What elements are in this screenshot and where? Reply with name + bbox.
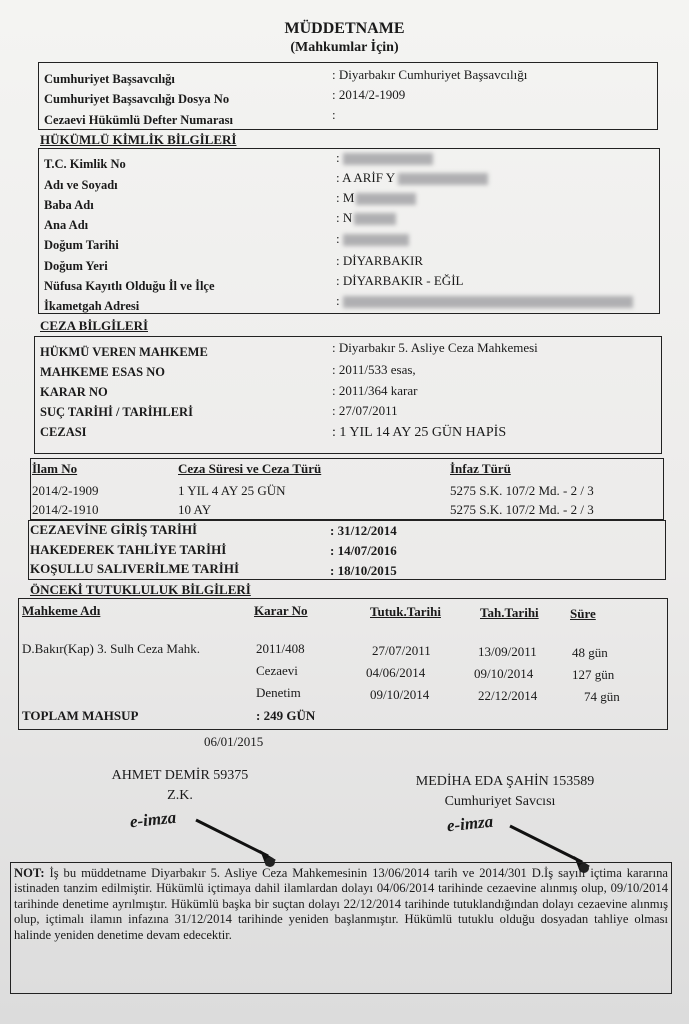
- decision-header: Karar No: [254, 603, 308, 618]
- ilam-row-2-duration: 10 AY: [178, 502, 212, 517]
- left-e-signature-stamp: e-imza: [128, 807, 177, 832]
- office-label: Cumhuriyet Başsavcılığı: [44, 72, 175, 86]
- release-date-value: : 14/07/2016: [330, 543, 397, 558]
- case-no-label: MAHKEME ESAS NO: [40, 365, 166, 379]
- detention-row-2-duration: 127 gün: [572, 667, 615, 682]
- parole-date-value: : 18/10/2015: [330, 563, 397, 578]
- ilam-row-2-no: 2014/2-1910: [32, 502, 99, 517]
- file-no-value: : 2014/2-1909: [332, 87, 406, 102]
- decision-no-value: : 2011/364 karar: [332, 383, 418, 398]
- detention-row-3-arrest: 09/10/2014: [370, 687, 430, 702]
- mother-value: [336, 210, 396, 226]
- document-date: 06/01/2015: [204, 734, 264, 749]
- redacted-mark: [398, 173, 488, 185]
- court-label: HÜKMÜ VEREN MAHKEME: [40, 345, 208, 359]
- birthdate-value: [336, 231, 409, 247]
- address-colon: :: [336, 293, 340, 308]
- tc-no-label: T.C. Kimlik No: [44, 157, 126, 171]
- right-signer-name: MEDİHA EDA ŞAHİN 153589: [415, 774, 595, 789]
- name-value: [336, 170, 488, 186]
- decision-no-label: KARAR NO: [40, 385, 108, 399]
- document-title: MÜDDETNAME: [284, 20, 405, 37]
- court-name-header: Mahkeme Adı: [22, 603, 101, 618]
- penalty-section-title: CEZA BİLGİLERİ: [40, 318, 149, 333]
- tc-no-value: [336, 150, 433, 166]
- detention-row-1-release: 13/09/2011: [478, 644, 537, 659]
- redacted-mark: [343, 234, 409, 246]
- crime-date-value: : 27/07/2011: [332, 403, 398, 418]
- identity-section-title: HÜKÜMLÜ KİMLİK BİLGİLERİ: [40, 132, 237, 147]
- detention-section-title: ÖNCEKİ TUTUKLULUK BİLGİLERİ: [30, 582, 251, 597]
- court-value: : Diyarbakır 5. Asliye Ceza Mahkemesi: [332, 340, 538, 355]
- birthplace-label: Doğum Yeri: [44, 259, 108, 273]
- release-date-label: HAKEDEREK TAHLİYE TARİHİ: [30, 542, 227, 557]
- birthplace-value: : DİYARBAKIR: [336, 253, 424, 268]
- redacted-mark: [354, 213, 396, 225]
- birthdate-colon: :: [336, 231, 340, 246]
- office-value: : Diyarbakır Cumhuriyet Başsavcılığı: [332, 67, 528, 82]
- entry-date-value: : 31/12/2014: [330, 523, 397, 538]
- father-label: Baba Adı: [44, 198, 94, 212]
- father-value: [336, 190, 416, 206]
- total-label: TOPLAM MAHSUP: [22, 708, 139, 723]
- tc-no-colon: :: [336, 150, 340, 165]
- detention-row-3-decision: Denetim: [256, 685, 301, 700]
- ilam-row-1-duration: 1 YIL 4 AY 25 GÜN: [178, 483, 286, 498]
- ilam-row-1-no: 2014/2-1909: [32, 483, 99, 498]
- detention-row-1-decision: 2011/408: [256, 641, 305, 656]
- execution-header: İnfaz Türü: [450, 461, 511, 476]
- father-text: : M: [336, 190, 355, 205]
- note-text: [14, 866, 668, 943]
- address-label: İkametgah Adresi: [44, 299, 140, 313]
- ilam-no-header: İlam No: [32, 461, 78, 476]
- document-subtitle: (Mahkumlar İçin): [290, 40, 399, 55]
- detention-row-2-release: 09/10/2014: [474, 666, 534, 681]
- ledger-value: :: [332, 107, 336, 122]
- entry-date-label: CEZAEVİNE GİRİŞ TARİHİ: [30, 522, 198, 537]
- sentence-label: CEZASI: [40, 425, 87, 439]
- arrest-date-header: Tutuk.Tarihi: [370, 604, 441, 619]
- left-signer-title: Z.K.: [167, 788, 193, 803]
- parole-date-label: KOŞULLU SALIVERİLME TARİHİ: [30, 561, 240, 576]
- detention-row-1-court: D.Bakır(Kap) 3. Sulh Ceza Mahk.: [22, 641, 200, 656]
- redacted-mark: [356, 193, 416, 205]
- registry-label: Nüfusa Kayıtlı Olduğu İl ve İlçe: [44, 279, 215, 293]
- detention-row-1-arrest: 27/07/2011: [372, 643, 431, 658]
- detention-row-1-duration: 48 gün: [572, 645, 608, 660]
- redacted-mark: [343, 153, 433, 165]
- birthdate-label: Doğum Tarihi: [44, 238, 119, 252]
- ilam-row-2-execution: 5275 S.K. 107/2 Md. - 2 / 3: [450, 502, 594, 517]
- file-no-label: Cumhuriyet Başsavcılığı Dosya No: [44, 92, 230, 106]
- right-signer-title: Cumhuriyet Savcısı: [444, 794, 556, 809]
- mother-text: : N: [336, 210, 353, 225]
- sentence-value: : 1 YIL 14 AY 25 GÜN HAPİS: [332, 425, 507, 440]
- detention-row-2-arrest: 04/06/2014: [366, 665, 426, 680]
- total-value: : 249 GÜN: [256, 708, 316, 723]
- name-text: : A ARİF Y: [336, 170, 396, 185]
- redacted-mark: [343, 296, 633, 308]
- registry-value: : DİYARBAKIR - EĞİL: [336, 273, 464, 288]
- detention-row-3-duration: 74 gün: [584, 689, 620, 704]
- right-e-signature-stamp: e-imza: [445, 811, 494, 836]
- detention-row-2-decision: Cezaevi: [256, 663, 298, 678]
- duration-header: Ceza Süresi ve Ceza Türü: [178, 461, 322, 476]
- duration-days-header: Süre: [570, 606, 596, 621]
- address-value: [336, 293, 633, 309]
- mother-label: Ana Adı: [44, 218, 89, 232]
- detention-row-3-release: 22/12/2014: [478, 688, 538, 703]
- ledger-label: Cezaevi Hükümlü Defter Numarası: [44, 113, 233, 127]
- crime-date-label: SUÇ TARİHİ / TARİHLERİ: [40, 405, 193, 419]
- note-prefix: NOT:: [14, 866, 45, 880]
- case-no-value: : 2011/533 esas,: [332, 362, 416, 377]
- left-signer-name: AHMET DEMİR 59375: [111, 768, 249, 783]
- release-header: Tah.Tarihi: [480, 605, 539, 620]
- name-label: Adı ve Soyadı: [44, 178, 118, 192]
- ilam-row-1-execution: 5275 S.K. 107/2 Md. - 2 / 3: [450, 483, 594, 498]
- note-body: İş bu müddetname Diyarbakır 5. Asliye Ceza Mahkemesinin 13/06/2014 tarih ve 2014/301 D.İş sayılı içtima kararına istinaden tanzim edilmiştir. Hükümlü içtimaya dahil ilamlardan dolayı 04/06/2014 tarihinde cezaevine alınmış olup, 09/10/2014 tarihinde denetime ayrılmıştır. Hükümlü başka bir suçtan dolayı 22/12/2014 tarihinde tutuklandığından dolayı cezaevine alınmış olup, içtimalı ilamın infazına 31/12/2014 tarihinde yeniden başlanmıştır. Hükümlü tutuklu olduğu dosyadan tahliye olması halinde yeniden denetime devam edecektir.: [14, 866, 668, 942]
